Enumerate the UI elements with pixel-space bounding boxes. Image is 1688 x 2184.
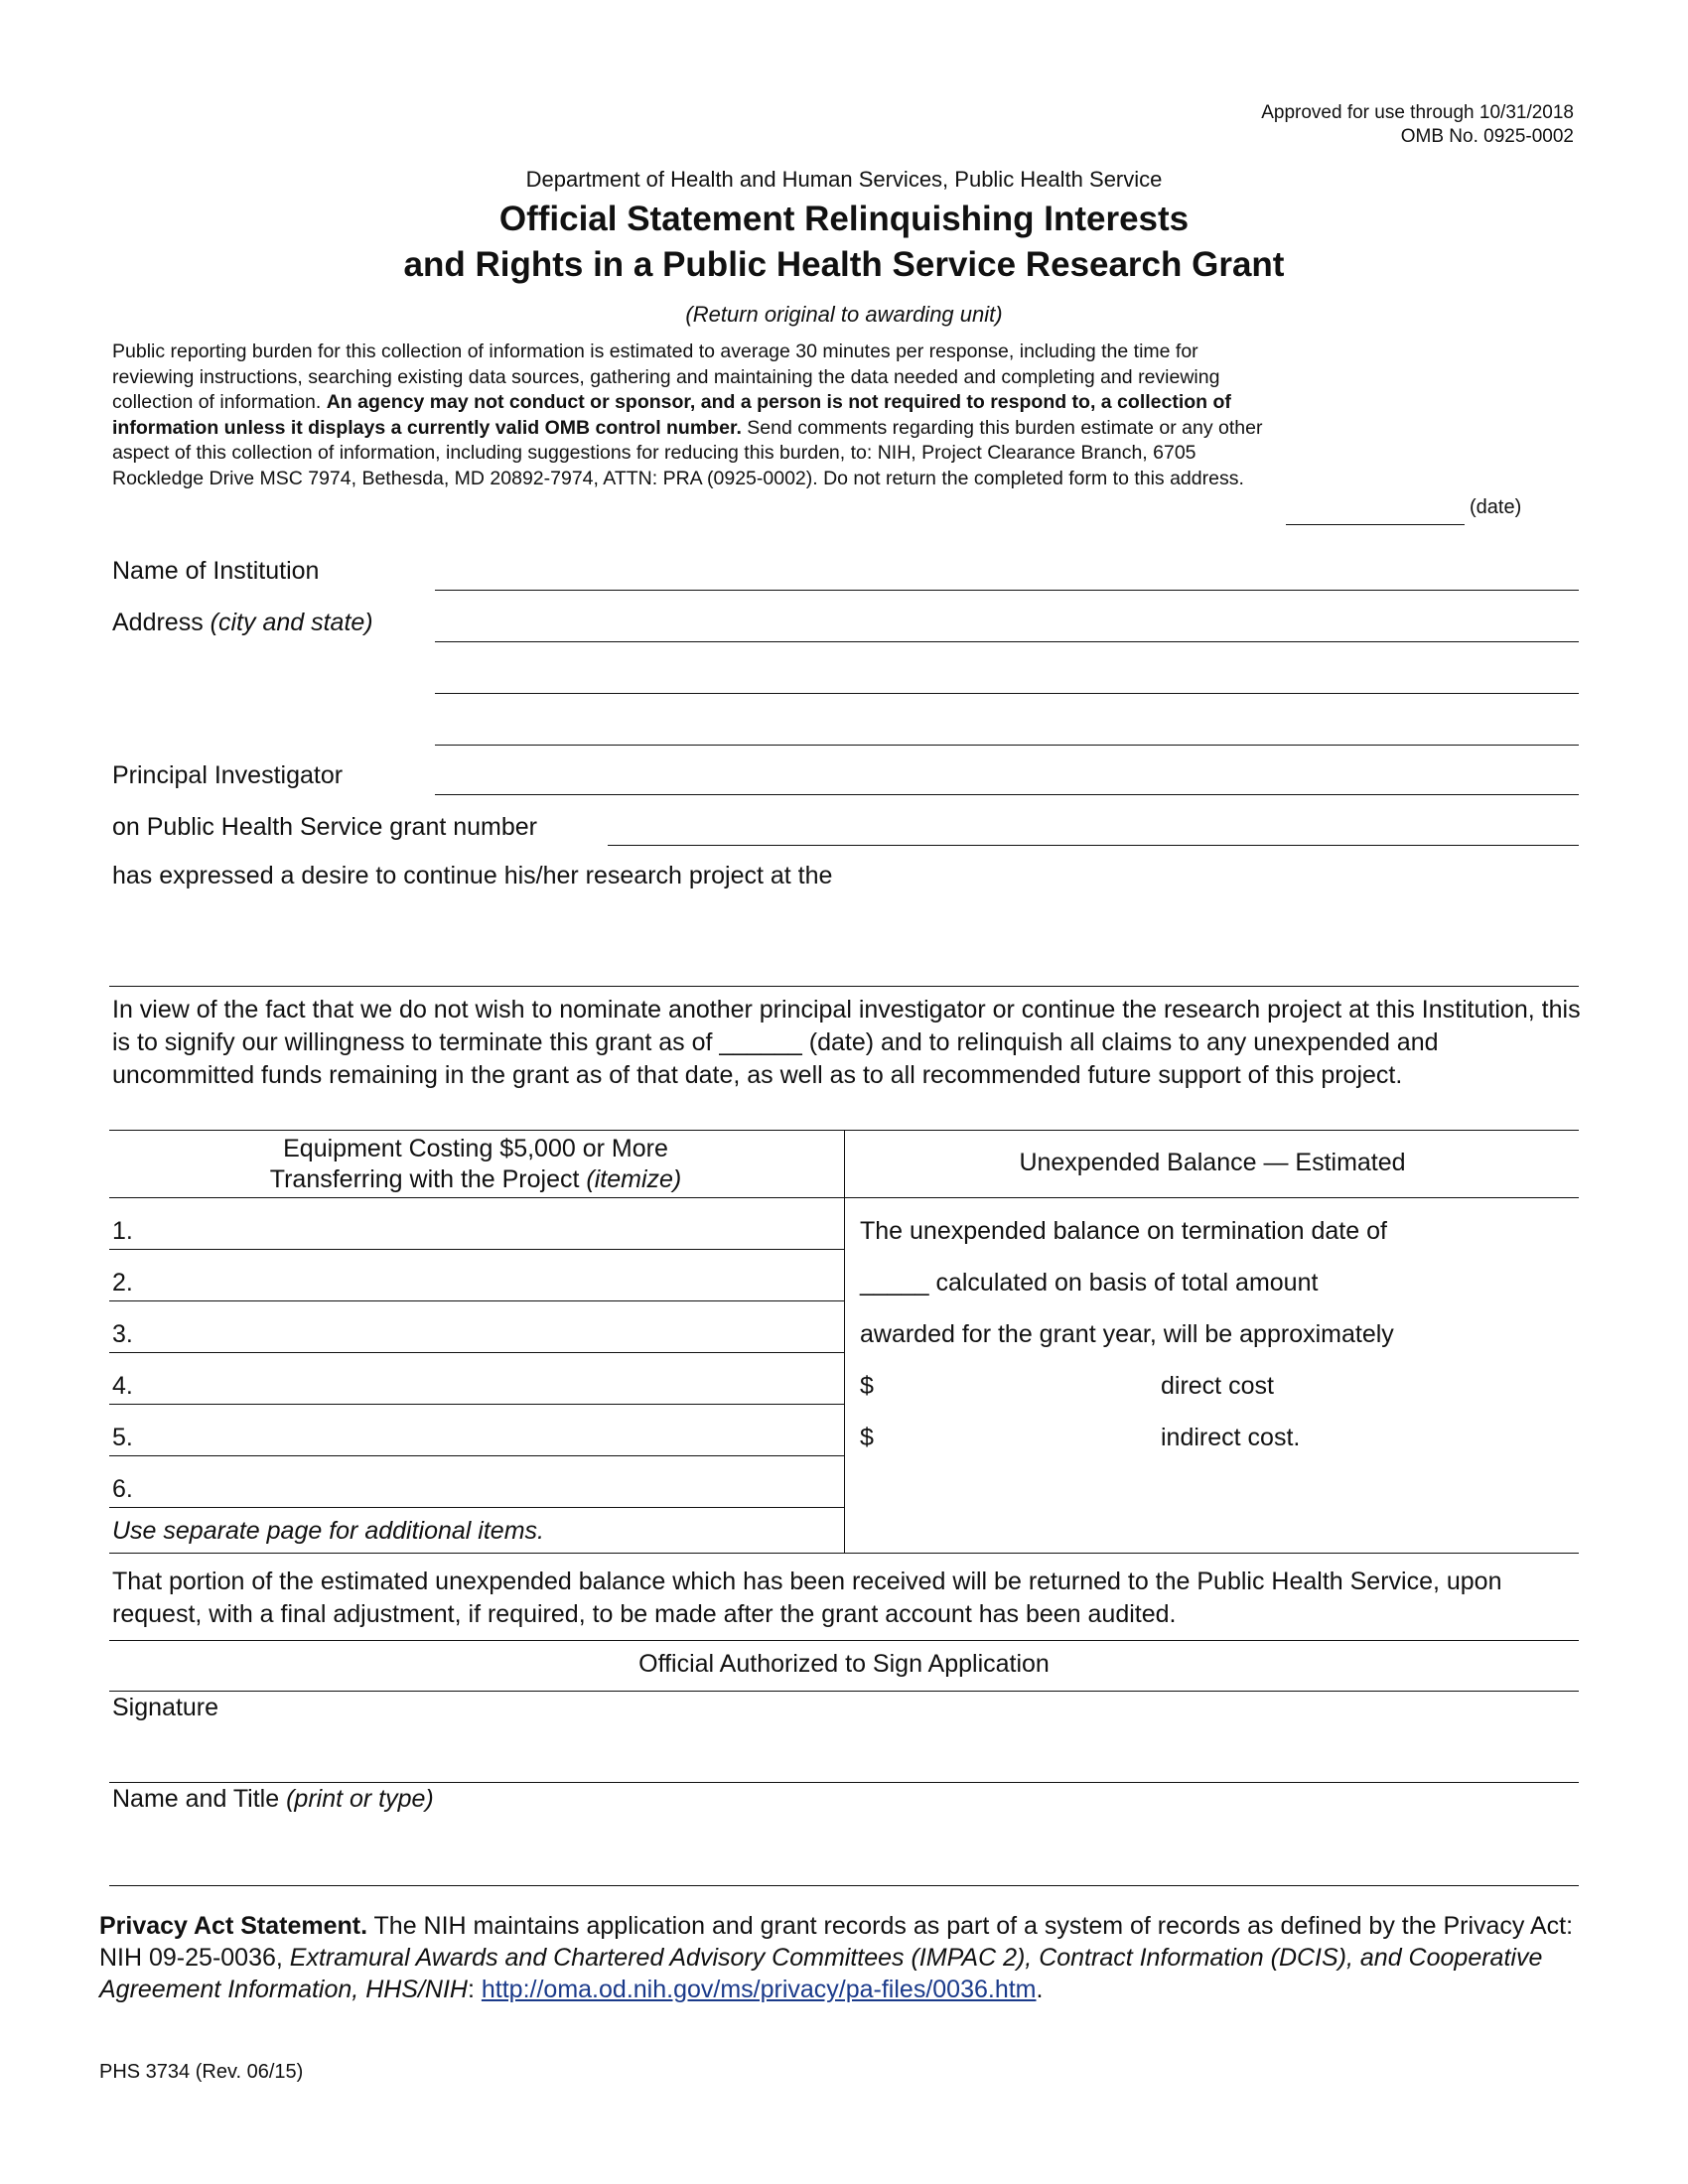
institution-field[interactable]	[435, 590, 1579, 591]
address-label	[112, 609, 373, 637]
equipment-item-4: 4.	[112, 1372, 133, 1400]
privacy-text-1: The NIH maintains application and grant records as part of a system of records as defined by the Privacy Act: NIH 09-25-0036,	[99, 1912, 1574, 1972]
privacy-italic: Extramural Awards and Chartered Advisory Committees (IMPAC 2), Contract Information (DCIS), and Cooperative Agreement Information, HHS/NIH	[99, 1944, 1543, 2003]
balance-line-3: awarded for the grant year, will be approximately	[860, 1320, 1394, 1348]
equipment-item-5: 5.	[112, 1424, 133, 1451]
form-title-line1: Official Statement Relinquishing Interests	[498, 200, 1190, 238]
balance-line-1: The unexpended balance on termination date of	[860, 1217, 1387, 1245]
indirect-dollar-sign: $	[860, 1424, 874, 1451]
privacy-end: .	[1036, 1976, 1044, 2003]
name-title-field[interactable]	[109, 1885, 1579, 1886]
direct-dollar-sign: $	[860, 1372, 874, 1400]
grant-number-field[interactable]	[608, 845, 1579, 846]
table-bottom-rule	[109, 1553, 1579, 1554]
signing-top-rule	[109, 1640, 1579, 1641]
pi-label: Principal Investigator	[112, 761, 344, 789]
signing-heading-rule	[109, 1691, 1579, 1692]
equipment-field-1[interactable]	[109, 1249, 844, 1250]
equipment-item-2: 2.	[112, 1269, 133, 1297]
indirect-cost-label: indirect cost.	[1161, 1424, 1301, 1451]
privacy-statement	[99, 1910, 1589, 2005]
balance-line-2	[860, 1269, 1318, 1297]
table-divider	[844, 1130, 845, 1553]
balance-header: Unexpended Balance — Estimated	[1019, 1149, 1406, 1176]
burden-text-2: Send comments regarding this burden estimate or any other aspect of this collection of information, including suggestions for reducing this burden, to: NIH, Project Clearance Branch, 6705 Rockledge Drive MSC 7974, Bethesda, MD 20892-7974, ATTN: PRA (0925-0002). Do not return the completed form to this address.	[112, 416, 1263, 489]
form-number: PHS 3734 (Rev. 06/15)	[99, 2061, 304, 2083]
omb-number: OMB No. 0925-0002	[1400, 126, 1574, 147]
continue-label: has expressed a desire to continue his/her research project at the	[112, 862, 833, 889]
date-field[interactable]	[1286, 496, 1465, 525]
equipment-item-6: 6.	[112, 1475, 133, 1503]
name-title-hint: (print or type)	[286, 1785, 434, 1813]
termination-paragraph	[112, 994, 1582, 1092]
equipment-header-line2	[109, 1164, 842, 1195]
equipment-header-line1: Equipment Costing $5,000 or More	[283, 1135, 668, 1162]
equipment-item-3: 3.	[112, 1320, 133, 1348]
burden-statement	[112, 340, 1279, 491]
termination-text-2: (date) and to relinquish all claims to any unexpended and uncommitted funds remaining in the grant as of that date, as well as to all recommended future support of this project.	[112, 1028, 1439, 1089]
equipment-note	[112, 1517, 544, 1546]
equipment-header-text: Transferring with the Project	[269, 1165, 587, 1193]
pi-field[interactable]	[435, 794, 1579, 795]
address-field-1[interactable]	[435, 641, 1579, 642]
equipment-field-3[interactable]	[109, 1352, 844, 1353]
equipment-field-2[interactable]	[109, 1300, 844, 1301]
institution-label: Name of Institution	[112, 557, 320, 585]
signature-label: Signature	[112, 1694, 219, 1721]
approval-info	[1261, 101, 1574, 149]
approval-date: Approved for use through 10/31/2018	[1261, 102, 1574, 123]
address-label-text: Address	[112, 609, 211, 636]
balance-line-2-text: calculated on basis of total amount	[928, 1269, 1319, 1297]
equipment-field-6[interactable]	[109, 1507, 844, 1508]
equipment-header	[109, 1134, 842, 1195]
name-title-label	[112, 1785, 434, 1814]
signature-field[interactable]	[109, 1782, 1579, 1783]
signing-heading: Official Authorized to Sign Application	[638, 1650, 1050, 1678]
address-field-3[interactable]	[435, 745, 1579, 746]
equipment-field-5[interactable]	[109, 1455, 844, 1456]
continue-institution-field[interactable]	[109, 986, 1579, 987]
privacy-title: Privacy Act Statement.	[99, 1912, 368, 1940]
table-header-rule	[109, 1197, 1579, 1198]
address-field-2[interactable]	[435, 693, 1579, 694]
department-name: Department of Health and Human Services, Public Health Service	[525, 167, 1163, 192]
equipment-field-4[interactable]	[109, 1404, 844, 1405]
balance-date-blank[interactable]: _____	[860, 1269, 929, 1297]
direct-cost-label: direct cost	[1161, 1372, 1274, 1400]
termination-date-blank[interactable]: ______	[719, 1028, 802, 1056]
address-hint: (city and state)	[210, 609, 373, 636]
privacy-text-2: :	[467, 1976, 482, 2003]
burden-text-1: Public reporting burden for this collection of information is estimated to average 30 minutes per response, including the time for reviewing instructions, searching existing data sources, gathering and maintaining the data needed and completing and reviewing collection of information.	[112, 341, 1220, 413]
equipment-header-hint: (itemize)	[586, 1165, 682, 1193]
privacy-link[interactable]: http://oma.od.nih.gov/ms/privacy/pa-files/0036.htm	[481, 1976, 1037, 2003]
equipment-note-text: Use separate page for additional items.	[112, 1517, 544, 1545]
burden-bold: An agency may not conduct or sponsor, and a person is not required to respond to, a collection of information unless it displays a currently valid OMB control number.	[112, 391, 1231, 439]
date-label: (date)	[1470, 496, 1522, 518]
grant-number-label: on Public Health Service grant number	[112, 813, 538, 841]
returned-balance-note: That portion of the estimated unexpended balance which has been received will be returned to the Public Health Service, upon request, with a final adjustment, if required, to be made after the grant account has been audited.	[112, 1568, 1502, 1628]
name-title-text: Name and Title	[112, 1785, 287, 1813]
termination-text-1: In view of the fact that we do not wish to nominate another principal investigator or continue the research project at this Institution, this is to signify our willingness to terminate this grant as of	[112, 996, 1581, 1056]
form-title	[0, 197, 1688, 288]
form-title-line2: and Rights in a Public Health Service Research Grant	[403, 245, 1285, 284]
equipment-item-1: 1.	[112, 1217, 133, 1245]
return-note: (Return original to awarding unit)	[685, 302, 1003, 327]
